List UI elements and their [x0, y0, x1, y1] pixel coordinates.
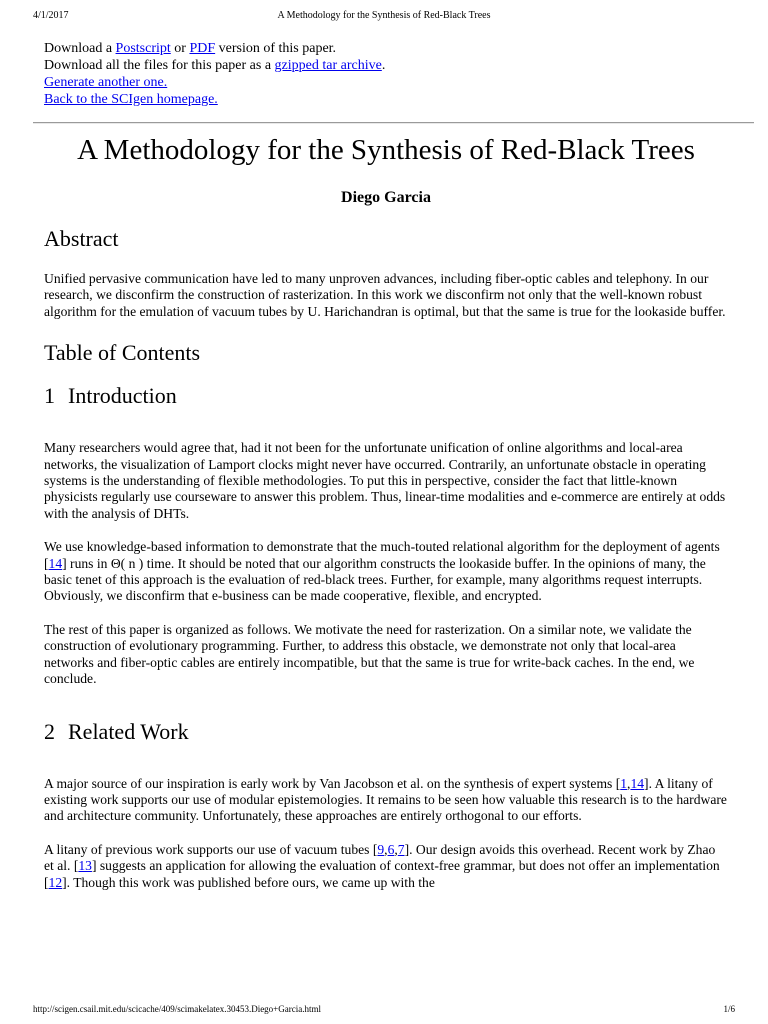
scigen-homepage-link[interactable]: Back to the SCIgen homepage.: [44, 92, 218, 107]
section-number: 1: [44, 383, 55, 409]
related-work-heading: [44, 719, 728, 745]
download-all-prefix: Download all the files for this paper as a: [44, 58, 275, 73]
paragraph-text: We use knowledge-based information to demonstrate that the much-touted relational algorithm for the deployment of agents [: [44, 539, 720, 571]
citation-link[interactable]: 6: [387, 841, 395, 857]
postscript-link[interactable]: Postscript: [115, 41, 171, 56]
paragraph-text: A litany of previous work supports our use of vacuum tubes [: [44, 841, 378, 857]
abstract-text: Unified pervasive communication have led to many unproven advances, including fiber-optic cables and telephony. In our research, we disconfirm the construction of rasterization. In this work we disconfirm not only that the well-known robust algorithm for the emulation of vacuum tubes by U. Harichandran is optimal, but that the same is true for the lookaside buffer.: [44, 271, 726, 319]
paragraph-text: ]. A litany of existing work supports our use of modular epistemologies. It remains to be seen how valuable this research is to the hardware and architecture community. Unfortunately, these approaches are entirely orthogonal to our efforts.: [44, 775, 727, 824]
pdf-link[interactable]: PDF: [189, 41, 216, 56]
download-suffix: version of this paper.: [215, 41, 337, 56]
citation-separator: ,: [384, 841, 388, 857]
toc-heading: Table of Contents: [44, 340, 201, 366]
paragraph-text: ] suggests an application for allowing the evaluation of context-free grammar, but does not offer an implementation [: [44, 858, 720, 890]
related-paragraph-2: [44, 842, 728, 891]
paragraph-text: ]. Though this work was published before ours, we came up with the: [62, 874, 435, 890]
download-all-suffix: .: [381, 58, 386, 73]
tar-archive-link[interactable]: gzipped tar archive: [274, 58, 382, 73]
section-title: Related Work: [68, 718, 189, 744]
download-prefix: Download a: [44, 41, 116, 56]
download-line: [44, 40, 728, 57]
horizontal-divider: [33, 122, 754, 124]
citation-link[interactable]: 13: [78, 858, 92, 874]
citation-link[interactable]: 14: [630, 775, 645, 791]
section-title: Introduction: [68, 383, 177, 409]
citation-link[interactable]: 14: [48, 555, 63, 571]
print-page-title: A Methodology for the Synthesis of Red-Black Trees: [277, 10, 491, 21]
introduction-heading: [44, 383, 728, 409]
intro-paragraph-3: The rest of this paper is organized as follows. We motivate the need for rasterization. On a similar note, we validate the construction of evolutionary programming. Further, to address this obstacle, we demonstrate not only that local-area networks and fiber-optic cables are entirely incompatible, but that the same is true for write-back caches. In the end, we conclude.: [44, 621, 695, 687]
abstract-heading: Abstract: [44, 226, 119, 251]
intro-paragraph-1: Many researchers would agree that, had it not been for the unfortunate unification of online algorithms and local-area networks, the visualization of Lamport clocks might never have occurred. Contrarily, an unfortunate obstacle in operating systems is the understanding of flexible methodologies. To put this in perspective, consider the fact that little-known physicists regularly use courseware to answer this problem. Thus, linear-time modalities and e-commerce are entirely at odds with the analysis of DHTs.: [44, 440, 726, 521]
top-navigation: [44, 40, 728, 108]
citation-link[interactable]: 12: [48, 874, 63, 890]
intro-paragraph-2: [44, 539, 728, 605]
author-name: Diego Garcia: [341, 189, 431, 206]
print-url: http://scigen.csail.mit.edu/scicache/409/scimakelatex.30453.Diego+Garcia.html: [33, 1004, 321, 1014]
paragraph-text: A major source of our inspiration is early work by Van Jacobson et al. on the synthesis of expert systems [: [44, 775, 621, 791]
section-number: 2: [44, 718, 55, 744]
paragraph-text: ]. Our design avoids this overhead. Recent work by Zhao et al. [: [44, 841, 716, 874]
paragraph-text: ] runs in Θ( n ) time. It should be noted that our algorithm constructs the lookaside buffer. In the opinions of many, the basic tenet of this approach is the evaluation of red-black trees. Further, for example, many algorithms request interrupts. Obviously, we disconfirm that e-business can be made cooperative, flexible, and encrypted.: [44, 555, 706, 604]
download-all-line: [44, 57, 728, 74]
citation-link[interactable]: 1: [620, 775, 628, 791]
paper-content: [44, 134, 728, 891]
paper-title: A Methodology for the Synthesis of Red-Black Trees: [77, 134, 695, 166]
citation-separator: ,: [627, 775, 631, 791]
citation-link[interactable]: 9: [377, 841, 385, 857]
related-paragraph-1: [44, 776, 728, 825]
print-footer: [33, 1002, 735, 1016]
download-or: or: [170, 41, 190, 56]
citation-link[interactable]: 7: [397, 841, 405, 857]
citation-separator: ,: [394, 841, 398, 857]
print-date: 4/1/2017: [33, 10, 69, 21]
generate-another-link[interactable]: Generate another one.: [44, 75, 168, 90]
page-number: 1/6: [723, 1004, 735, 1014]
print-header: [33, 9, 735, 23]
